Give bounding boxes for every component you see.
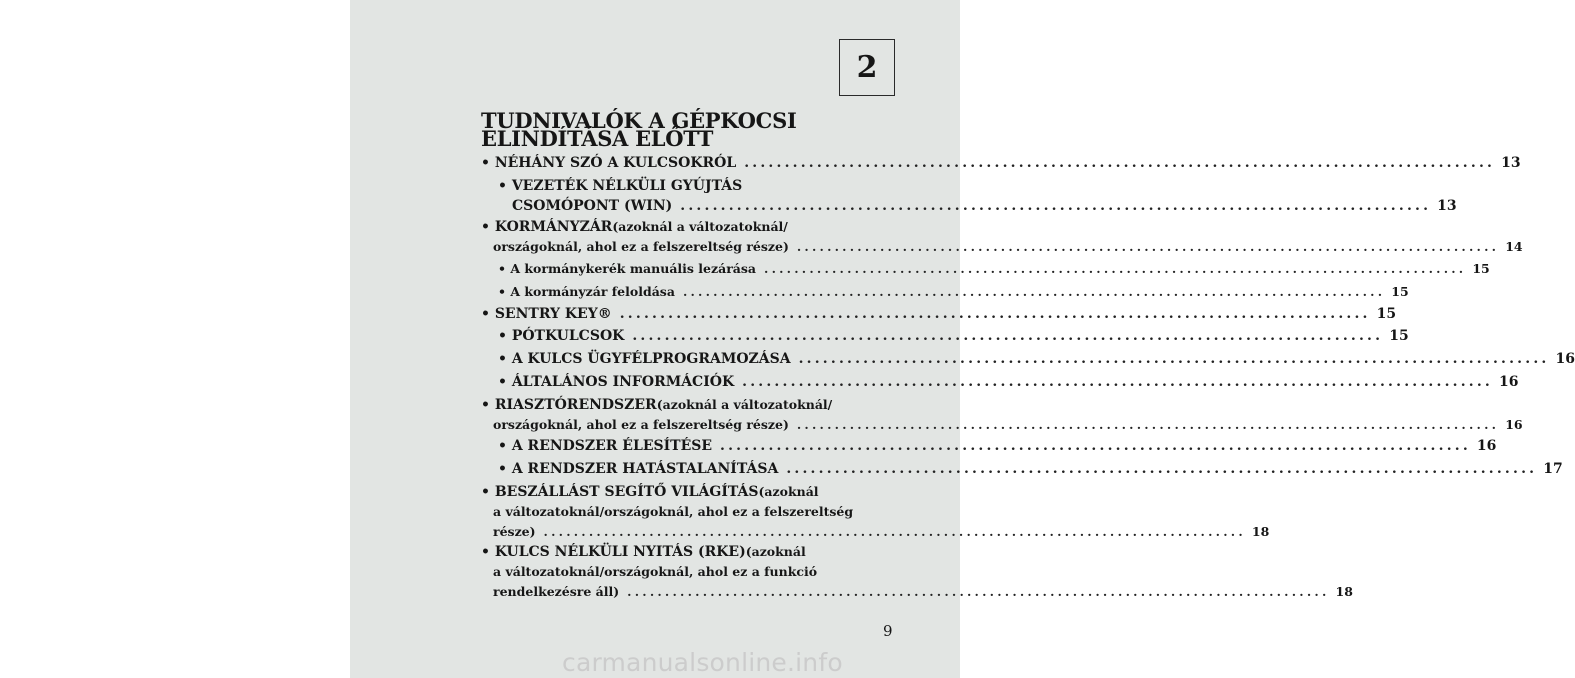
- toc-page-number: 13: [1437, 198, 1457, 214]
- toc-entry-label: • A kormányzár feloldása: [498, 284, 675, 299]
- toc-entry-label-continued: rendelkezésre áll): [493, 584, 620, 599]
- toc-entry-label: • A RENDSZER ÉLESÍTÉSE: [498, 438, 713, 454]
- dot-leader: .............................................................................................: [764, 261, 1467, 276]
- toc-page-number: 16: [1476, 438, 1497, 454]
- toc-entry-label: • PÓTKULCSOK: [498, 328, 625, 344]
- toc-page-number: 14: [1505, 239, 1523, 254]
- toc-entry[interactable]: [481, 217, 1523, 257]
- toc-page-number: 18: [1251, 524, 1270, 539]
- dot-leader: .............................................................................................: [627, 584, 1330, 599]
- toc-entry-label: • A KULCS ÜGYFÉLPROGRAMOZÁSA: [498, 351, 791, 367]
- toc-entry-label: • KORMÁNYZÁR: [481, 219, 613, 235]
- toc-page-number: 16: [1505, 417, 1523, 432]
- toc-subentry[interactable]: [498, 326, 1409, 346]
- toc-page-number: 16: [1499, 374, 1519, 390]
- toc-entry-note: (azoknál a változatoknál/: [612, 219, 788, 234]
- dot-leader: .............................................................................................: [632, 328, 1384, 344]
- watermark: carmanualsonline.info: [562, 648, 843, 677]
- toc-entry[interactable]: [481, 542, 1353, 602]
- dot-leader: .............................................................................................: [682, 284, 1386, 299]
- toc-entry-label: • A RENDSZER HATÁSTALANÍTÁSA: [498, 461, 779, 477]
- toc-entry-label: • NÉHÁNY SZÓ A KULCSOKRÓL: [481, 155, 737, 171]
- toc-entry-label-continued: országoknál, ahol ez a felszereltség része): [493, 417, 789, 432]
- toc-subentry[interactable]: [498, 436, 1497, 456]
- toc-subentry[interactable]: [498, 176, 1457, 216]
- toc-entry-label: • RIASZTÓRENDSZER: [481, 397, 657, 413]
- toc-entry[interactable]: [481, 395, 1523, 435]
- toc-entry-label: • BESZÁLLÁST SEGÍTŐ VILÁGÍTÁS: [481, 484, 759, 500]
- toc-entry-label: • ÁLTALÁNOS INFORMÁCIÓK: [498, 374, 735, 390]
- toc-entry-note: (azoknál: [745, 544, 806, 559]
- dot-leader: .............................................................................................: [543, 524, 1246, 539]
- toc-page-number: 17: [1543, 461, 1563, 477]
- toc-entry[interactable]: [481, 304, 1397, 324]
- dot-leader: .............................................................................................: [796, 417, 1500, 432]
- toc-entry-label: • KULCS NÉLKÜLI NYITÁS (RKE): [481, 544, 746, 560]
- dot-leader: .............................................................................................: [744, 155, 1496, 171]
- toc-subentry[interactable]: [498, 372, 1519, 392]
- toc-subentry[interactable]: [498, 282, 1409, 302]
- toc-subentry[interactable]: [498, 259, 1490, 279]
- toc-page-number: 18: [1335, 584, 1353, 599]
- toc-entry[interactable]: [481, 153, 1521, 173]
- toc-entry-label-continued: része): [493, 524, 536, 539]
- dot-leader: .............................................................................................: [680, 198, 1432, 214]
- dot-leader: .............................................................................................: [798, 351, 1550, 367]
- toc-entry-label: • VEZETÉK NÉLKÜLI GYÚJTÁS: [498, 178, 743, 194]
- toc-entry-label: • A kormánykerék manuális lezárása: [498, 261, 757, 276]
- page-folio: 9: [883, 622, 893, 640]
- toc-entry-label-continued: a változatoknál/országoknál, ahol ez a funkció: [493, 564, 818, 579]
- toc-page-number: 15: [1391, 284, 1409, 299]
- dot-leader: .............................................................................................: [796, 239, 1500, 254]
- toc-entry[interactable]: [481, 482, 1270, 542]
- toc-entry-note: (azoknál: [758, 484, 819, 499]
- dot-leader: .............................................................................................: [742, 374, 1494, 390]
- toc-subentry[interactable]: [498, 349, 1575, 369]
- toc-entry-label-continued: CSOMÓPONT (WIN): [512, 198, 673, 214]
- toc-entry-label: • SENTRY KEY®: [481, 306, 612, 322]
- toc-entry-note: (azoknál a változatoknál/: [656, 397, 833, 412]
- toc-entry-label-continued: országoknál, ahol ez a felszereltség része): [493, 239, 789, 254]
- toc-subentry[interactable]: [498, 459, 1563, 479]
- dot-leader: .............................................................................................: [720, 438, 1471, 454]
- toc-page-number: 16: [1555, 351, 1575, 367]
- dot-leader: .............................................................................................: [619, 306, 1371, 322]
- toc-page-number: 13: [1501, 155, 1521, 171]
- toc-page-number: 15: [1376, 306, 1397, 322]
- chapter-number: 2: [856, 50, 878, 85]
- toc-page-number: 15: [1472, 261, 1490, 276]
- dot-leader: .............................................................................................: [786, 461, 1538, 477]
- toc-entry-label-continued: a változatoknál/országoknál, ahol ez a felszereltség: [493, 504, 854, 519]
- toc-page-number: 15: [1389, 328, 1409, 344]
- section-title: TUDNIVALÓK A GÉPKOCSI ELINDÍTÁSA ELŐTT: [481, 108, 797, 151]
